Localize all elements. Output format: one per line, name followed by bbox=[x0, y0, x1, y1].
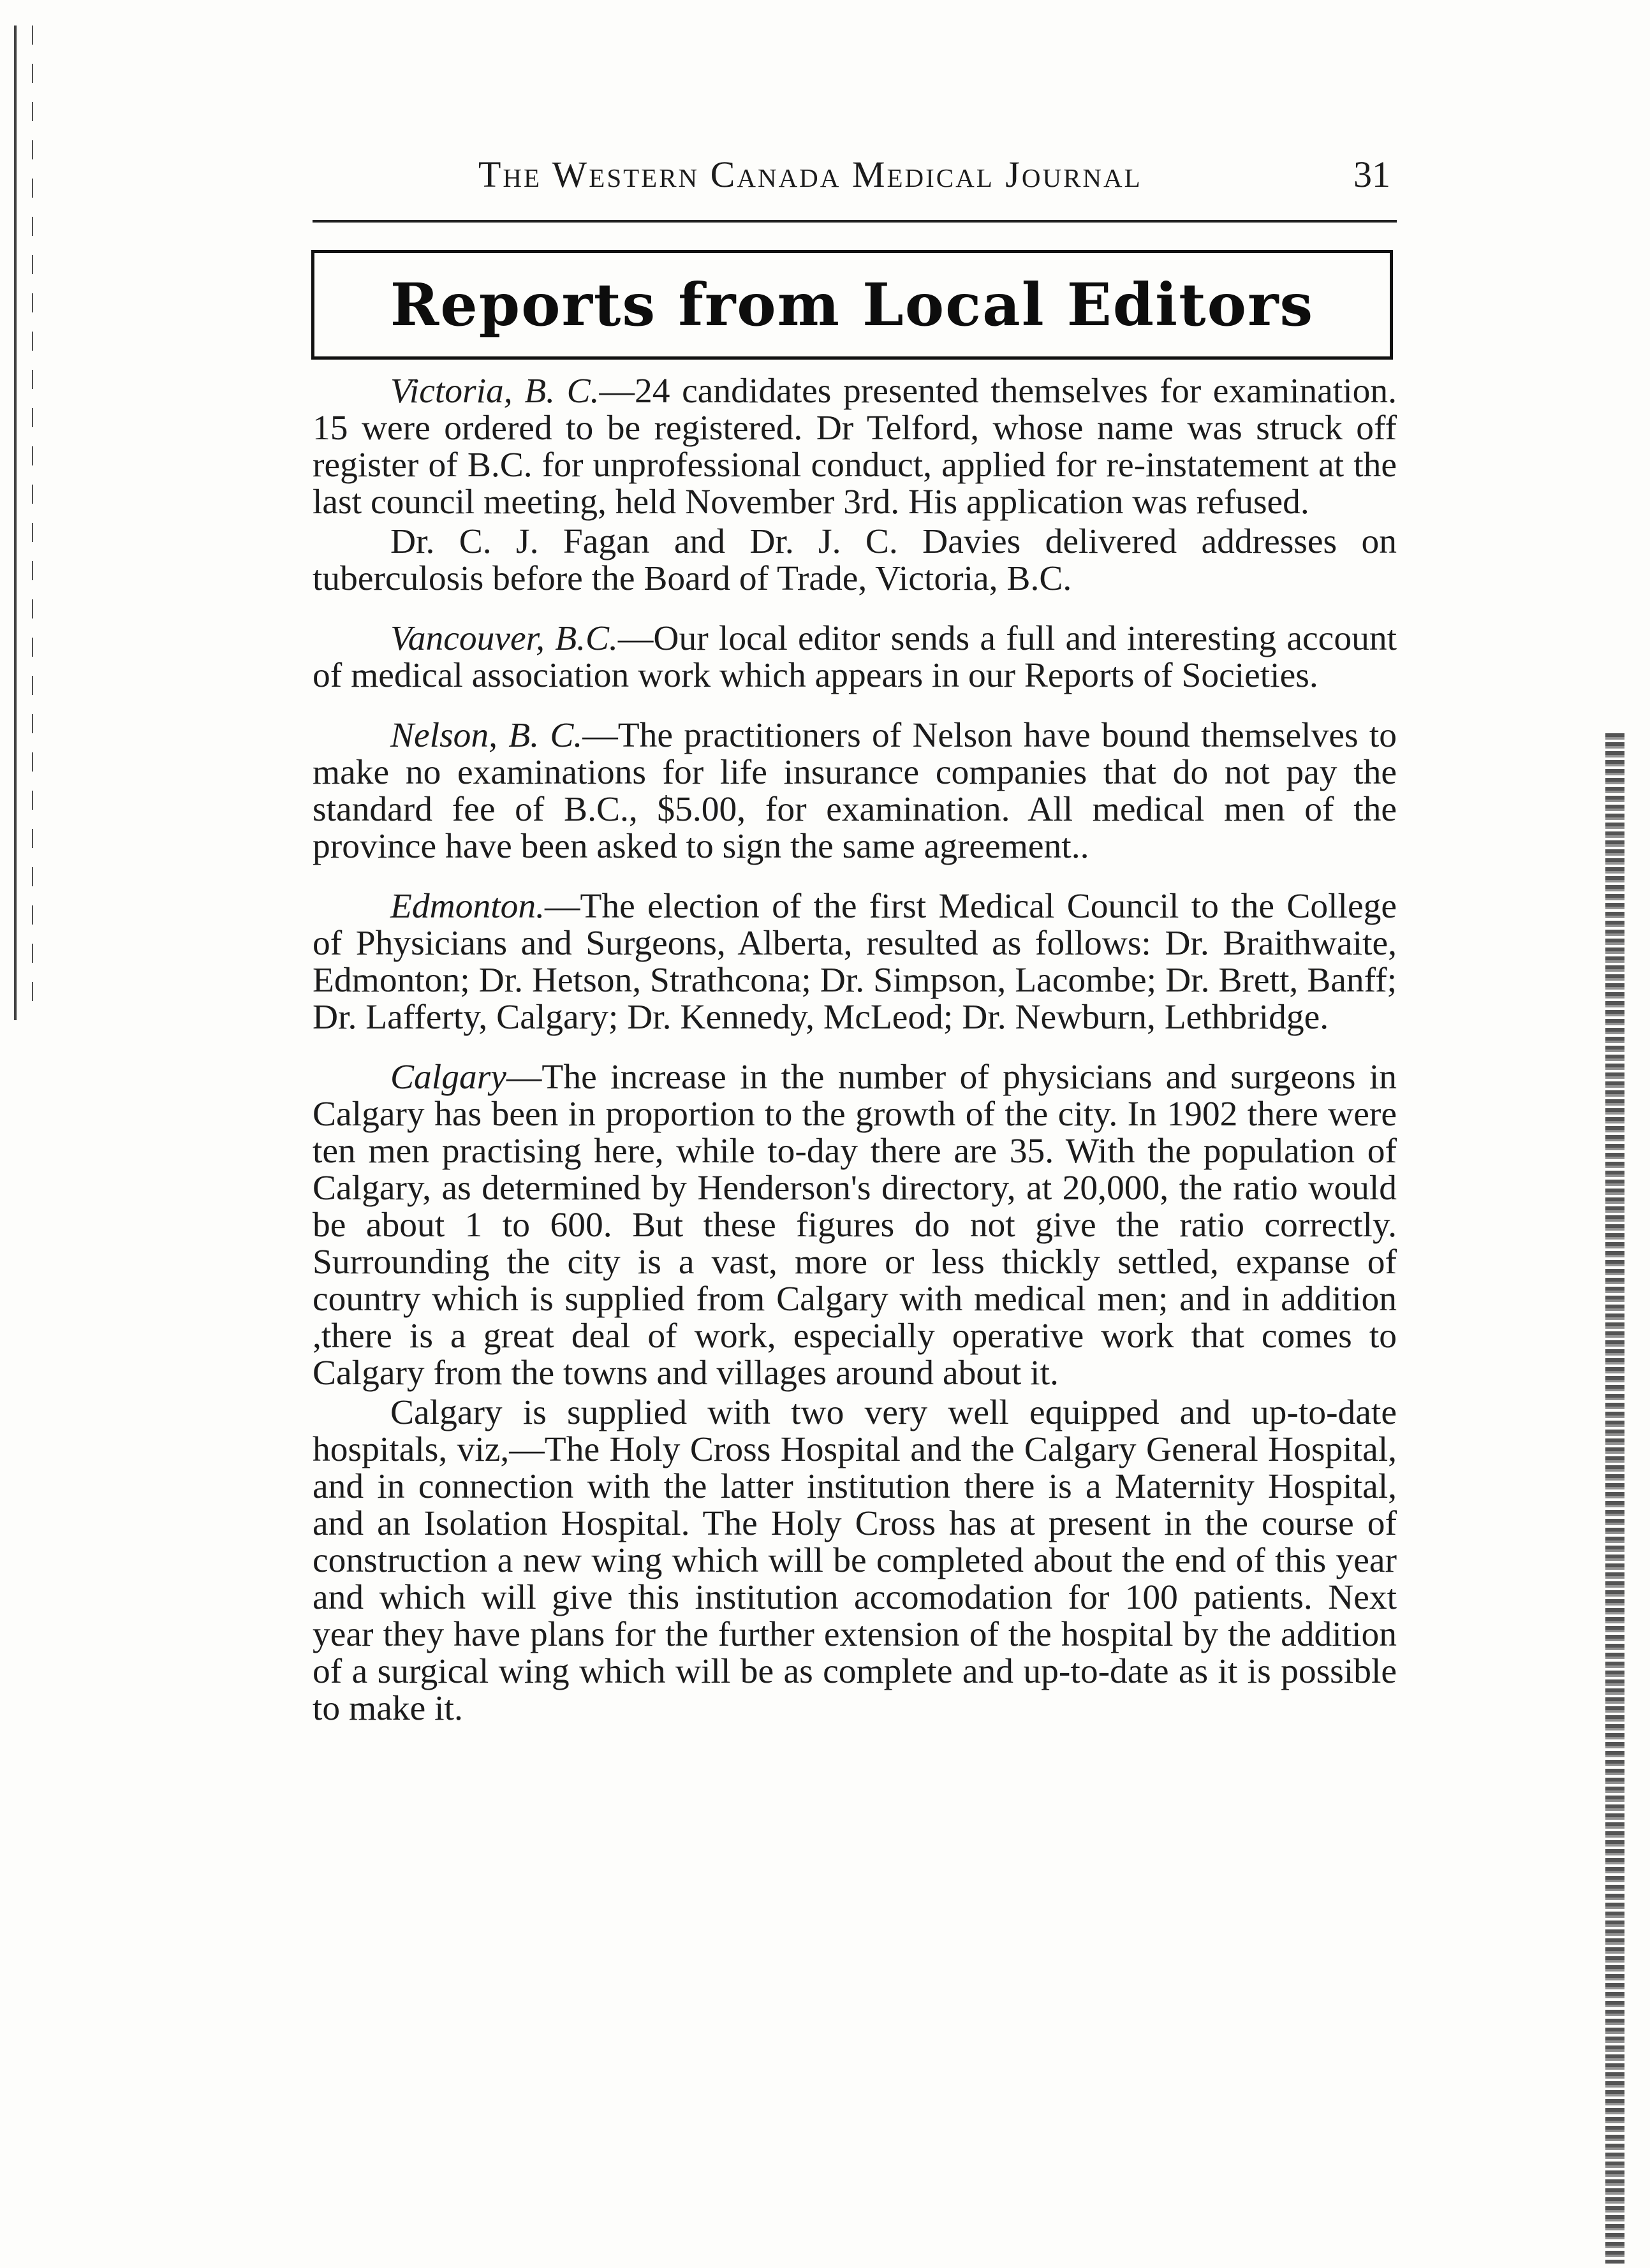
section-title: Reports from Local Editors bbox=[390, 270, 1315, 339]
paragraph-edmonton bbox=[313, 888, 1397, 1036]
paragraph-calgary-hospitals bbox=[313, 1394, 1397, 1727]
running-head bbox=[313, 153, 1390, 204]
section-title-box bbox=[311, 250, 1393, 360]
paragraph-text: —24 candidates presented themselves for examination. 15 were ordered to be registered. Dr Telford, whose name was struck off register of B.C. for unprofessional conduct, applied for re-instatement at the last council meeting, held November 3rd. His application was refused. bbox=[313, 372, 1397, 522]
paragraph-vancouver bbox=[313, 620, 1397, 694]
place-name: Calgary bbox=[390, 1058, 506, 1097]
place-name: Nelson, B. C. bbox=[390, 716, 583, 755]
paragraph-calgary bbox=[313, 1059, 1397, 1392]
place-name: Vancouver, B.C. bbox=[390, 619, 618, 658]
scan-edge-left bbox=[14, 26, 42, 1020]
article-body bbox=[313, 373, 1397, 1750]
paragraph-text: —The increase in the number of physicians and surgeons in Calgary has been in proportion to the growth of the city. In 1902 there were ten men practising here, while to-day there are 35. With the population of Calgary, as determined by Henderson's directory, at 20,000, the ratio would be about 1 to 600. But these figures do not give the ratio correctly. Surrounding the city is a vast, more or less thickly settled, expanse of country which is supplied from Calgary with medical men; and in addition ,there is a great deal of work, especially operative work that comes to Calgary from the towns and villages around about it. bbox=[313, 1058, 1397, 1393]
paragraph-text: —The practitioners of Nelson have bound themselves to make no examinations for life insurance companies that do not pay the standard fee of B.C., $5.00, for examination. All medical men of the province have been asked to sign the same agreement.. bbox=[313, 716, 1397, 866]
paragraph-text: —Our local editor sends a full and interesting account of medical association work which appears in our Reports of Societies. bbox=[313, 619, 1397, 695]
paragraph-text: Dr. C. J. Fagan and Dr. J. C. Davies delivered addresses on tuberculosis before the Board of Trade, Victoria, B.C. bbox=[313, 522, 1397, 598]
paragraph-victoria bbox=[313, 373, 1397, 521]
place-name: Victoria, B. C. bbox=[390, 372, 600, 411]
paragraph-victoria-addresses bbox=[313, 523, 1397, 597]
scan-edge-right bbox=[1605, 733, 1624, 2264]
paragraph-nelson bbox=[313, 717, 1397, 865]
paragraph-text: —The election of the first Medical Council to the College of Physicians and Surgeons, Alberta, resulted as follows: Dr. Braithwaite, Edmonton; Dr. Hetson, Strathcona; Dr. Simpson, Lacombe; Dr. Brett, Banff; Dr. Lafferty, Calgary; Dr. Kennedy, McLeod; Dr. Newburn, Lethbridge. bbox=[313, 887, 1397, 1037]
header-rule bbox=[313, 220, 1397, 223]
journal-title: The Western Canada Medical Journal bbox=[478, 154, 1142, 195]
paragraph-text: Calgary is supplied with two very well equipped and up-to-date hospitals, viz,—The Holy Cross Hospital and the Calgary General Hospital, and in connection with the latter institution there is a Maternity Hospital, and an Isolation Hospital. The Holy Cross has at present in the course of construction a new wing which will be completed about the end of this year and which will give this institution accomodation for 100 patients. Next year they have plans for the further extension of the hospital by the addition of a surgical wing which will be as complete and up-to-date as it is possible to make it. bbox=[313, 1393, 1397, 1728]
place-name: Edmonton. bbox=[390, 887, 545, 926]
page-number: 31 bbox=[1353, 154, 1390, 195]
